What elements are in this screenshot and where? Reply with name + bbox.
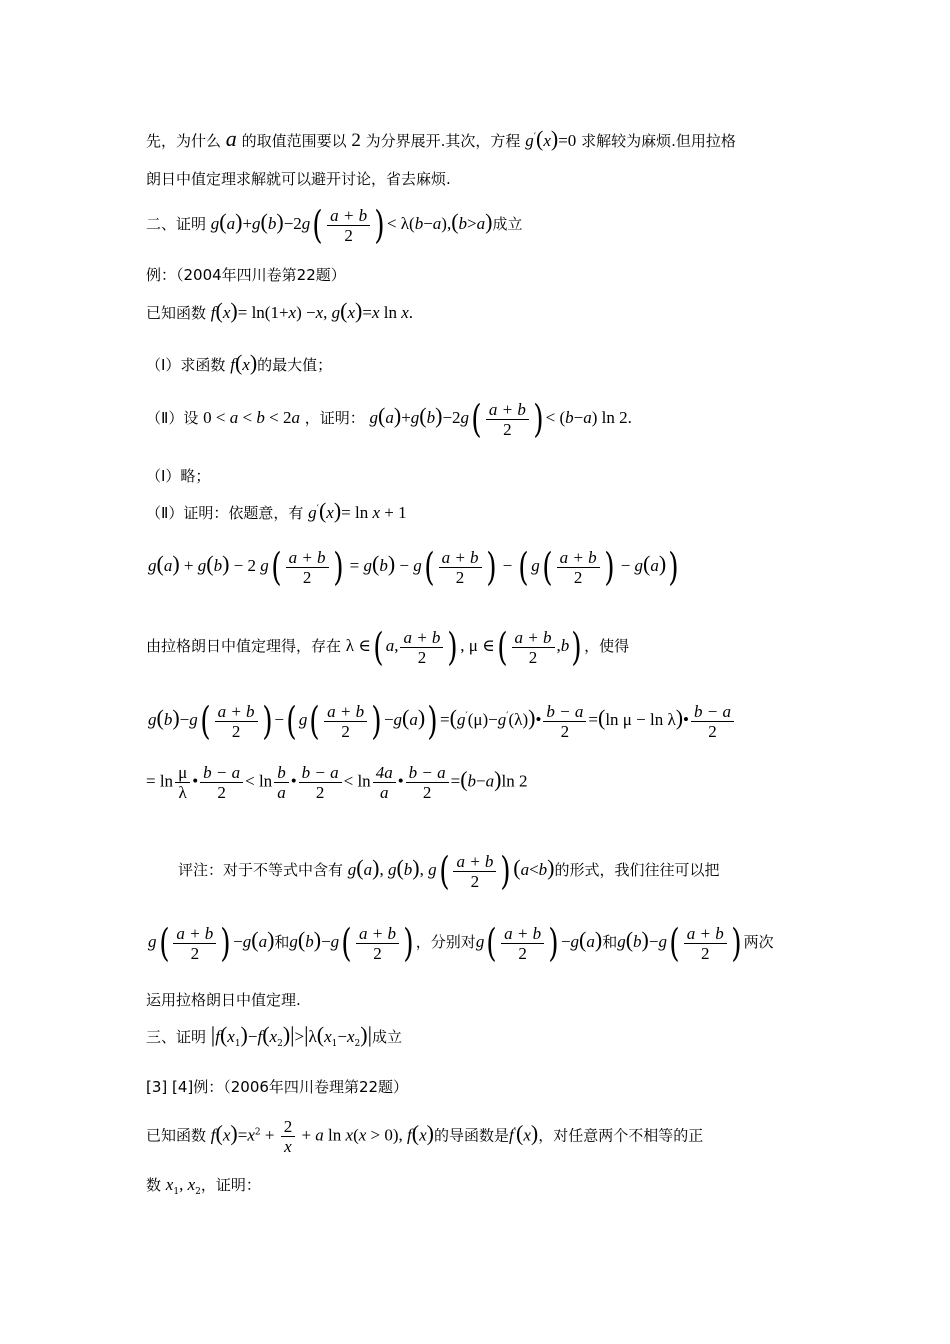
note-line-2: g( $\frac{a + b}{2}$ ) −g(a)和g(b)−g( $\frac{a + b}{2}$ ) ，分别对g( $\frac{a + b}{2}$ ) −g(a)和g(b)−g( $\frac{a + b}{2}$ ) 两次 <box>148 921 774 965</box>
equation-3: = ln $\frac{\mu}{\lambda}$ • $\frac{b - a}{2}$ < ln $\frac{b}{a}$ • $\frac{b - a}{2}$ < ln $\frac{4a}{a}$ • $\frac{b - a}{2}$ =(b−a)ln 2 <box>146 763 528 802</box>
equation-1: g(a) + g(b) − 2 g( $\frac{a + b}{2}$ ) = g(b) − g( $\frac{a + b}{2}$ ) − ( g( $\frac{a + b}{2}$ ) − g(a)) <box>148 545 679 589</box>
final-line: 数 $x_1$, $x_2$，证明： <box>146 1175 261 1197</box>
given-function-2: 已知函数 $f(x)=x^2$ + $\frac{2}{x}$ + a ln x(x > 0), f(x)的导函数是f′(x)，对任意两个不相等的正 <box>146 1117 704 1156</box>
section-3-heading: 三、证明 $|f(x_1)-f(x_2)|>|\lambda(x_1-x_2)|$成立 <box>146 1022 403 1049</box>
section-2-heading: 二、证明 g(a)+g(b)−2g( $\frac{a + b}{2}$ ) < λ(b−a),(b>a)成立 <box>146 203 523 247</box>
lagrange-statement: 由拉格朗日中值定理得，存在 λ ∈( a, $\frac{a + b}{2}$ ) , μ ∈( $\frac{a + b}{2}$ ,b) ，使得 <box>146 625 630 669</box>
example-2-label: [3] [4]例：（2006年四川卷理第22题） <box>146 1078 409 1096</box>
answer-1: （Ⅰ）略； <box>146 467 211 485</box>
paragraph-line-1: 先，为什么 a 的取值范围要以 2 为分界展开.其次，方程 g′(x)=0 求解较为麻烦.但用拉格 <box>146 126 736 151</box>
paragraph-line-2: 朗日中值定理求解就可以避开讨论，省去麻烦. <box>146 170 451 188</box>
note-line-1: 评注：对于不等式中含有 g(a), g(b), g( $\frac{a + b}{2}$ ) (a<b)的形式，我们往往可以把 <box>178 849 720 893</box>
equation-2: g(b)−g( $\frac{a + b}{2}$ ) −( g( $\frac{a + b}{2}$ ) −g(a)) =(g′(μ)−g′(λ))• $\frac{b - a}{2}$ =(ln μ − ln λ)• $\frac{b - a}{2}$ <box>148 702 736 740</box>
question-2: （Ⅱ）设 0 < a < b < 2a ，证明： g(a)+g(b)−2g( $\frac{a + b}{2}$ ) < (b−a) ln 2. <box>146 397 632 441</box>
answer-2-start: （Ⅱ）证明：依题意，有 g′(x)= ln x + 1 <box>146 498 407 523</box>
given-function-1: 已知函数 f(x)= ln(1+x) −x, g(x)=x ln x. <box>146 298 414 323</box>
note-line-3: 运用拉格朗日中值定理. <box>146 991 301 1009</box>
question-1: （Ⅰ）求函数 f(x)的最大值； <box>146 350 333 375</box>
example-1-label: 例：（2004年四川卷第22题） <box>146 266 346 284</box>
